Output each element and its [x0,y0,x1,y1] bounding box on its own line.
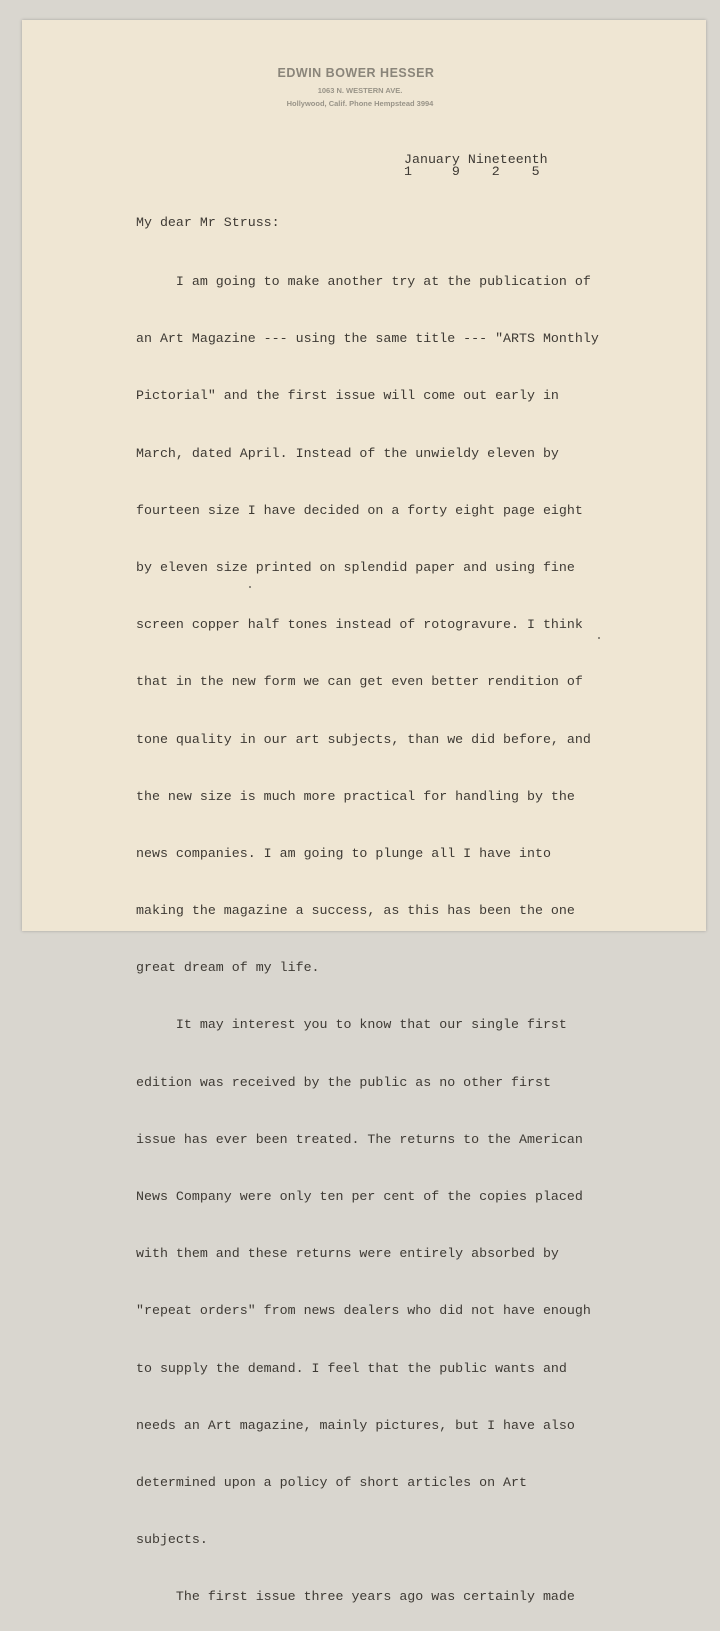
body-line: edition was received by the public as no other first [136,1074,551,1090]
body-line: great dream of my life. [136,960,320,976]
letterhead-city-phone: Hollywood, Calif. Phone Hempstead 3994 [286,99,434,108]
body-line: Pictorial" and the first issue will come out early in [136,388,559,404]
letter-body [136,243,599,1631]
body-line: subjects. [136,1532,208,1548]
body-line: determined upon a policy of short articles on Art [136,1474,527,1490]
body-line: news companies. I am going to plunge all I have into [136,845,551,861]
body-line: the new size is much more practical for handling by the [136,788,575,804]
letterhead-address: 1063 N. WESTERN AVE. [317,86,403,95]
ink-speck [249,586,251,588]
letterhead-name: EDWIN BOWER HESSER [277,66,435,80]
body-line: to supply the demand. I feel that the public wants and [136,1360,567,1376]
body-line: fourteen size I have decided on a forty eight page eight [136,502,583,518]
body-line: that in the new form we can get even better rendition of [136,674,583,690]
body-line: It may interest you to know that our single first [136,1017,567,1033]
date-line-2: 1 9 2 5 [404,164,540,179]
body-line: with them and these returns were entirely absorbed by [136,1246,559,1262]
body-line: I am going to make another try at the publication of [136,274,591,289]
body-line: tone quality in our art subjects, than we did before, and [136,731,591,747]
ink-speck [598,637,600,639]
body-line: screen copper half tones instead of rotogravure. I think [136,617,583,633]
body-line: March, dated April. Instead of the unwieldy eleven by [136,445,559,461]
body-line: "repeat orders" from news dealers who did not have enough [136,1303,591,1319]
body-line: an Art Magazine --- using the same title --- "ARTS Monthly [136,331,599,347]
body-line: News Company were only ten per cent of the copies placed [136,1189,583,1204]
salutation: My dear Mr Struss: [136,215,280,230]
body-line: needs an Art magazine, mainly pictures, but I have also [136,1417,575,1433]
body-line: making the magazine a success, as this has been the one [136,903,575,919]
body-line: by eleven size printed on splendid paper and using fine [136,559,575,575]
body-line: issue has ever been treated. The returns to the American [136,1131,583,1147]
body-line: The first issue three years ago was certainly made [136,1589,575,1605]
date-line-1: January Nineteenth [404,152,548,167]
